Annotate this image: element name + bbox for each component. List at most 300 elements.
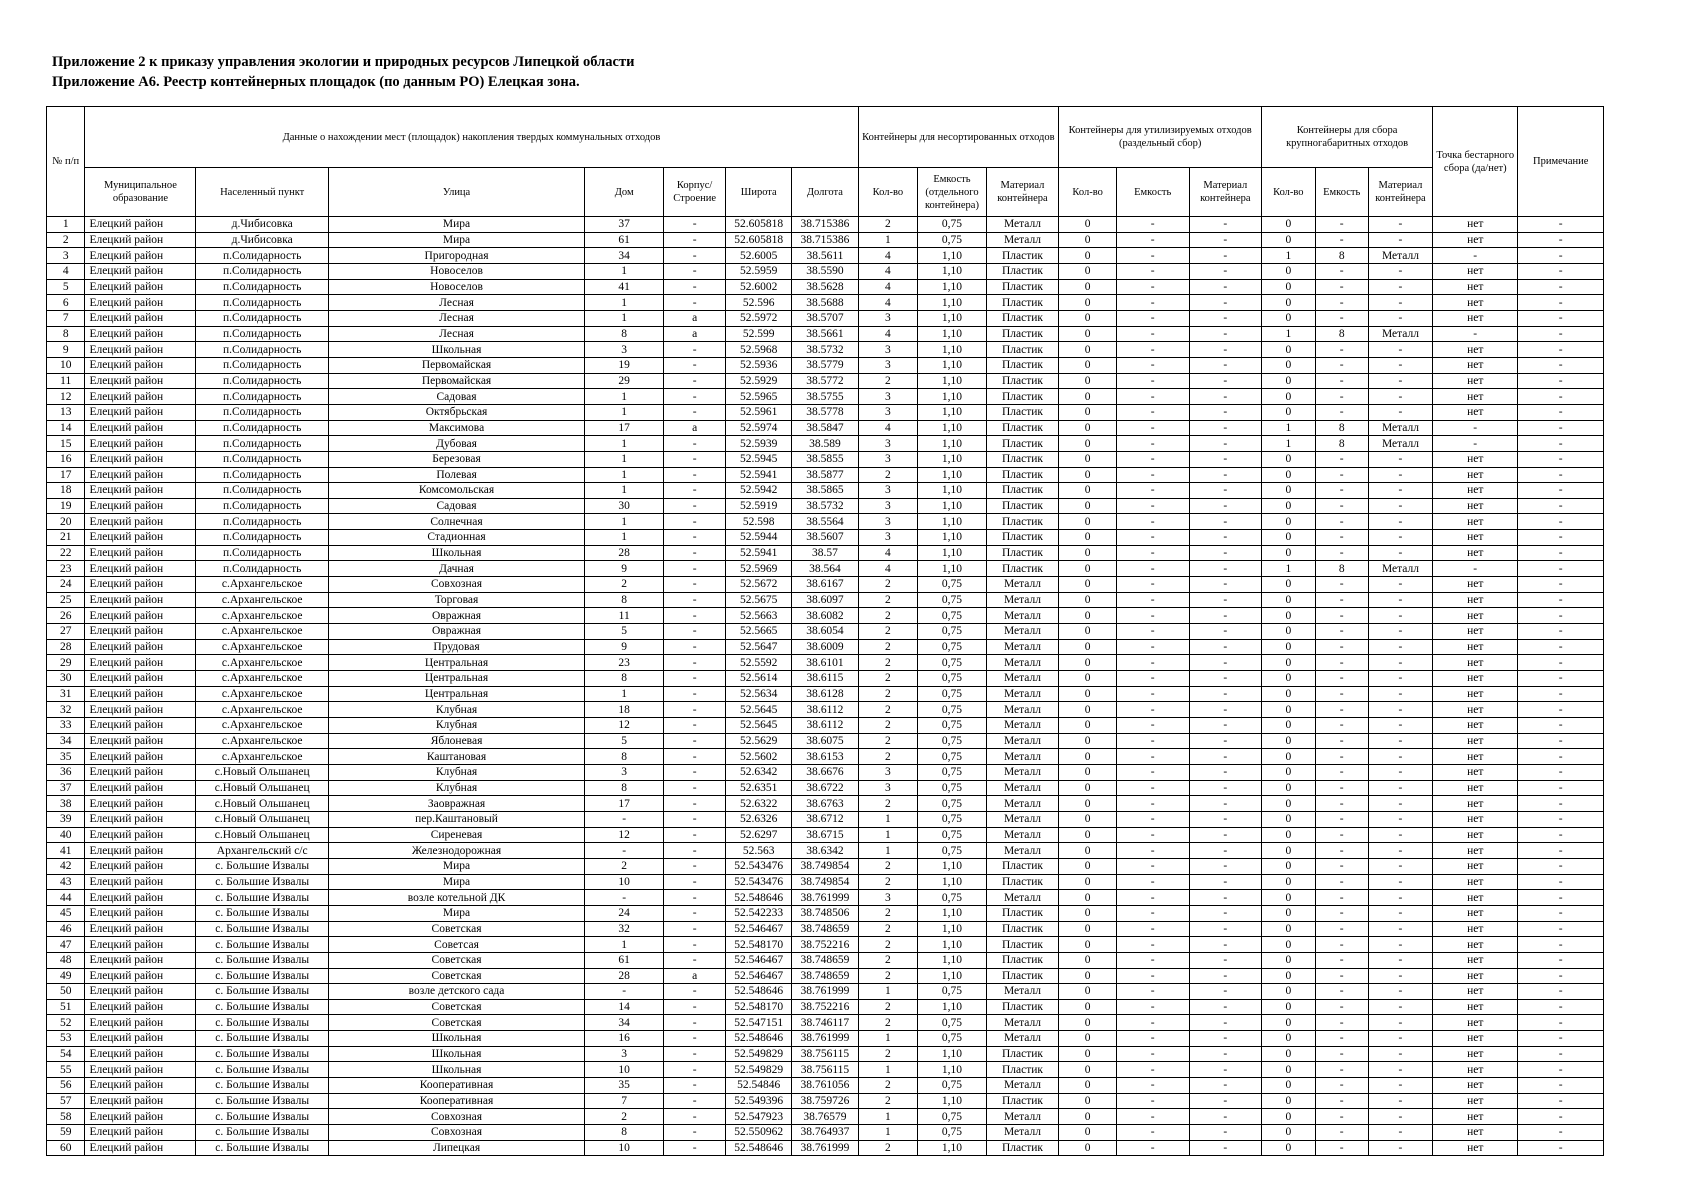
street-cell: Мира: [328, 217, 584, 233]
num-cell: 52: [47, 1015, 85, 1031]
longitude-cell: 38.5755: [792, 389, 858, 405]
recyclable-material-cell: -: [1189, 232, 1262, 248]
recyclable-count-cell: 0: [1059, 952, 1117, 968]
settlement-cell: п.Солидарность: [196, 498, 328, 514]
table-row: [47, 326, 1604, 342]
table-row: [47, 858, 1604, 874]
house-cell: 14: [585, 999, 664, 1015]
note-cell: -: [1518, 905, 1604, 921]
table-row: [47, 420, 1604, 436]
unsorted-material-cell: Пластик: [986, 1062, 1059, 1078]
bulky-count-cell: 0: [1262, 592, 1315, 608]
street-cell: Совхозная: [328, 577, 584, 593]
bulky-capacity-cell: -: [1315, 952, 1368, 968]
table-row: [47, 608, 1604, 624]
note-cell: -: [1518, 937, 1604, 953]
note-cell: -: [1518, 639, 1604, 655]
bulky-capacity-cell: -: [1315, 451, 1368, 467]
longitude-cell: 38.748506: [792, 905, 858, 921]
header-note: Примечание: [1518, 107, 1604, 217]
no-container-point-cell: нет: [1433, 968, 1518, 984]
bulky-count-cell: 0: [1262, 483, 1315, 499]
settlement-cell: п.Солидарность: [196, 295, 328, 311]
bulky-material-cell: -: [1368, 467, 1432, 483]
unsorted-capacity-cell: 1,10: [918, 310, 986, 326]
recyclable-material-cell: -: [1189, 937, 1262, 953]
building-cell: -: [664, 702, 726, 718]
house-cell: 8: [585, 1125, 664, 1141]
longitude-cell: 38.5590: [792, 263, 858, 279]
unsorted-capacity-cell: 1,10: [918, 420, 986, 436]
building-cell: -: [664, 1109, 726, 1125]
longitude-cell: 38.5772: [792, 373, 858, 389]
longitude-cell: 38.5778: [792, 404, 858, 420]
table-row: [47, 232, 1604, 248]
street-cell: Центральная: [328, 671, 584, 687]
latitude-cell: 52.5645: [726, 718, 792, 734]
settlement-cell: с.Архангельское: [196, 655, 328, 671]
house-cell: 18: [585, 702, 664, 718]
bulky-material-cell: Металл: [1368, 326, 1432, 342]
street-cell: Садовая: [328, 389, 584, 405]
unsorted-count-cell: 2: [858, 858, 918, 874]
note-cell: -: [1518, 811, 1604, 827]
recyclable-count-cell: 0: [1059, 639, 1117, 655]
bulky-material-cell: -: [1368, 921, 1432, 937]
unsorted-material-cell: Пластик: [986, 451, 1059, 467]
bulky-material-cell: -: [1368, 639, 1432, 655]
latitude-cell: 52.6326: [726, 811, 792, 827]
bulky-capacity-cell: -: [1315, 1046, 1368, 1062]
bulky-count-cell: 0: [1262, 1046, 1315, 1062]
house-cell: 2: [585, 1109, 664, 1125]
recyclable-count-cell: 0: [1059, 217, 1117, 233]
latitude-cell: 52.5672: [726, 577, 792, 593]
bulky-count-cell: 0: [1262, 937, 1315, 953]
settlement-cell: п.Солидарность: [196, 389, 328, 405]
street-cell: Советская: [328, 968, 584, 984]
street-cell: Школьная: [328, 1031, 584, 1047]
recyclable-count-cell: 0: [1059, 702, 1117, 718]
longitude-cell: 38.5661: [792, 326, 858, 342]
bulky-count-cell: 0: [1262, 545, 1315, 561]
bulky-count-cell: 0: [1262, 827, 1315, 843]
recyclable-count-cell: 0: [1059, 467, 1117, 483]
unsorted-material-cell: Металл: [986, 796, 1059, 812]
num-cell: 43: [47, 874, 85, 890]
unsorted-material-cell: Металл: [986, 1109, 1059, 1125]
recyclable-material-cell: -: [1189, 608, 1262, 624]
recyclable-capacity-cell: -: [1116, 279, 1189, 295]
street-cell: Мира: [328, 858, 584, 874]
bulky-capacity-cell: -: [1315, 1015, 1368, 1031]
house-cell: 8: [585, 326, 664, 342]
latitude-cell: 52.543476: [726, 858, 792, 874]
municipality-cell: Елецкий район: [85, 921, 196, 937]
building-cell: -: [664, 357, 726, 373]
num-cell: 21: [47, 530, 85, 546]
recyclable-material-cell: -: [1189, 968, 1262, 984]
unsorted-count-cell: 3: [858, 342, 918, 358]
house-cell: 10: [585, 1140, 664, 1156]
header-house: Дом: [585, 168, 664, 217]
table-row: [47, 217, 1604, 233]
bulky-count-cell: 0: [1262, 389, 1315, 405]
municipality-cell: Елецкий район: [85, 1109, 196, 1125]
longitude-cell: 38.5855: [792, 451, 858, 467]
bulky-material-cell: -: [1368, 686, 1432, 702]
house-cell: 24: [585, 905, 664, 921]
unsorted-capacity-cell: 0,75: [918, 1031, 986, 1047]
unsorted-capacity-cell: 0,75: [918, 796, 986, 812]
bulky-count-cell: 0: [1262, 671, 1315, 687]
bulky-capacity-cell: -: [1315, 232, 1368, 248]
house-cell: 1: [585, 451, 664, 467]
table-row: [47, 968, 1604, 984]
unsorted-count-cell: 2: [858, 1078, 918, 1094]
header-recyclable-group: Контейнеры для утилизируемых отходов (раздельный сбор): [1059, 107, 1262, 168]
municipality-cell: Елецкий район: [85, 295, 196, 311]
building-cell: -: [664, 905, 726, 921]
bulky-material-cell: -: [1368, 1062, 1432, 1078]
num-cell: 41: [47, 843, 85, 859]
longitude-cell: 38.5847: [792, 420, 858, 436]
bulky-capacity-cell: 8: [1315, 436, 1368, 452]
building-cell: -: [664, 404, 726, 420]
num-cell: 44: [47, 890, 85, 906]
bulky-material-cell: -: [1368, 1031, 1432, 1047]
recyclable-capacity-cell: -: [1116, 655, 1189, 671]
street-cell: Школьная: [328, 1046, 584, 1062]
bulky-material-cell: -: [1368, 718, 1432, 734]
unsorted-count-cell: 1: [858, 843, 918, 859]
unsorted-count-cell: 2: [858, 467, 918, 483]
municipality-cell: Елецкий район: [85, 1125, 196, 1141]
unsorted-capacity-cell: 0,75: [918, 843, 986, 859]
recyclable-count-cell: 0: [1059, 968, 1117, 984]
note-cell: -: [1518, 530, 1604, 546]
bulky-material-cell: -: [1368, 1093, 1432, 1109]
settlement-cell: с. Большие Извалы: [196, 1046, 328, 1062]
municipality-cell: Елецкий район: [85, 232, 196, 248]
recyclable-count-cell: 0: [1059, 608, 1117, 624]
num-cell: 2: [47, 232, 85, 248]
unsorted-capacity-cell: 1,10: [918, 248, 986, 264]
longitude-cell: 38.57: [792, 545, 858, 561]
recyclable-capacity-cell: -: [1116, 1015, 1189, 1031]
municipality-cell: Елецкий район: [85, 420, 196, 436]
num-cell: 56: [47, 1078, 85, 1094]
bulky-capacity-cell: -: [1315, 843, 1368, 859]
recyclable-capacity-cell: -: [1116, 905, 1189, 921]
header-recyclable-material: Материал контейнера: [1189, 168, 1262, 217]
unsorted-capacity-cell: 0,75: [918, 984, 986, 1000]
no-container-point-cell: нет: [1433, 764, 1518, 780]
table-row: [47, 436, 1604, 452]
recyclable-material-cell: -: [1189, 1062, 1262, 1078]
municipality-cell: Елецкий район: [85, 905, 196, 921]
settlement-cell: п.Солидарность: [196, 279, 328, 295]
unsorted-capacity-cell: 1,10: [918, 545, 986, 561]
no-container-point-cell: нет: [1433, 1046, 1518, 1062]
municipality-cell: Елецкий район: [85, 357, 196, 373]
municipality-cell: Елецкий район: [85, 686, 196, 702]
header-street: Улица: [328, 168, 584, 217]
latitude-cell: 52.599: [726, 326, 792, 342]
building-cell: -: [664, 1062, 726, 1078]
header-settlement: Населенный пункт: [196, 168, 328, 217]
latitude-cell: 52.5929: [726, 373, 792, 389]
municipality-cell: Елецкий район: [85, 389, 196, 405]
settlement-cell: п.Солидарность: [196, 561, 328, 577]
no-container-point-cell: нет: [1433, 686, 1518, 702]
street-cell: Торговая: [328, 592, 584, 608]
longitude-cell: 38.5707: [792, 310, 858, 326]
no-container-point-cell: нет: [1433, 1015, 1518, 1031]
municipality-cell: Елецкий район: [85, 279, 196, 295]
unsorted-count-cell: 4: [858, 326, 918, 342]
recyclable-material-cell: -: [1189, 295, 1262, 311]
num-cell: 1: [47, 217, 85, 233]
latitude-cell: 52.549396: [726, 1093, 792, 1109]
unsorted-capacity-cell: 1,10: [918, 937, 986, 953]
no-container-point-cell: нет: [1433, 1062, 1518, 1078]
building-cell: -: [664, 1078, 726, 1094]
unsorted-capacity-cell: 0,75: [918, 1125, 986, 1141]
recyclable-material-cell: -: [1189, 217, 1262, 233]
num-cell: 37: [47, 780, 85, 796]
recyclable-capacity-cell: -: [1116, 592, 1189, 608]
recyclable-capacity-cell: -: [1116, 874, 1189, 890]
recyclable-material-cell: -: [1189, 1140, 1262, 1156]
building-cell: -: [664, 232, 726, 248]
building-cell: -: [664, 483, 726, 499]
house-cell: 28: [585, 968, 664, 984]
house-cell: 5: [585, 733, 664, 749]
no-container-point-cell: нет: [1433, 702, 1518, 718]
unsorted-count-cell: 2: [858, 1015, 918, 1031]
header-recyclable-count: Кол-во: [1059, 168, 1117, 217]
latitude-cell: 52.547151: [726, 1015, 792, 1031]
unsorted-material-cell: Пластик: [986, 467, 1059, 483]
latitude-cell: 52.548646: [726, 984, 792, 1000]
num-cell: 55: [47, 1062, 85, 1078]
settlement-cell: с. Большие Извалы: [196, 1078, 328, 1094]
no-container-point-cell: нет: [1433, 498, 1518, 514]
settlement-cell: с. Большие Извалы: [196, 1140, 328, 1156]
house-cell: -: [585, 984, 664, 1000]
building-cell: -: [664, 1093, 726, 1109]
longitude-cell: 38.5688: [792, 295, 858, 311]
no-container-point-cell: нет: [1433, 858, 1518, 874]
recyclable-count-cell: 0: [1059, 420, 1117, 436]
unsorted-count-cell: 2: [858, 733, 918, 749]
note-cell: -: [1518, 702, 1604, 718]
bulky-capacity-cell: -: [1315, 624, 1368, 640]
settlement-cell: с. Большие Извалы: [196, 1093, 328, 1109]
header-bulky-count: Кол-во: [1262, 168, 1315, 217]
num-cell: 46: [47, 921, 85, 937]
latitude-cell: 52.5634: [726, 686, 792, 702]
bulky-count-cell: 0: [1262, 858, 1315, 874]
bulky-count-cell: 0: [1262, 984, 1315, 1000]
unsorted-capacity-cell: 1,10: [918, 561, 986, 577]
recyclable-count-cell: 0: [1059, 858, 1117, 874]
unsorted-count-cell: 2: [858, 874, 918, 890]
recyclable-capacity-cell: -: [1116, 811, 1189, 827]
unsorted-material-cell: Пластик: [986, 436, 1059, 452]
settlement-cell: с. Большие Извалы: [196, 905, 328, 921]
recyclable-material-cell: -: [1189, 279, 1262, 295]
bulky-capacity-cell: -: [1315, 874, 1368, 890]
recyclable-count-cell: 0: [1059, 733, 1117, 749]
recyclable-capacity-cell: -: [1116, 702, 1189, 718]
bulky-capacity-cell: -: [1315, 780, 1368, 796]
unsorted-material-cell: Металл: [986, 843, 1059, 859]
unsorted-capacity-cell: 0,75: [918, 655, 986, 671]
bulky-capacity-cell: -: [1315, 1078, 1368, 1094]
note-cell: -: [1518, 686, 1604, 702]
longitude-cell: 38.5732: [792, 342, 858, 358]
num-cell: 11: [47, 373, 85, 389]
unsorted-count-cell: 1: [858, 984, 918, 1000]
bulky-capacity-cell: -: [1315, 1062, 1368, 1078]
bulky-material-cell: -: [1368, 577, 1432, 593]
longitude-cell: 38.764937: [792, 1125, 858, 1141]
longitude-cell: 38.6101: [792, 655, 858, 671]
longitude-cell: 38.761999: [792, 1140, 858, 1156]
settlement-cell: с.Архангельское: [196, 671, 328, 687]
table-row: [47, 890, 1604, 906]
no-container-point-cell: нет: [1433, 373, 1518, 389]
house-cell: 41: [585, 279, 664, 295]
no-container-point-cell: -: [1433, 561, 1518, 577]
note-cell: -: [1518, 827, 1604, 843]
table-row: [47, 952, 1604, 968]
longitude-cell: 38.746117: [792, 1015, 858, 1031]
street-cell: Кооперативная: [328, 1078, 584, 1094]
house-cell: 17: [585, 796, 664, 812]
house-cell: 16: [585, 1031, 664, 1047]
house-cell: 1: [585, 436, 664, 452]
street-cell: Клубная: [328, 702, 584, 718]
note-cell: -: [1518, 436, 1604, 452]
building-cell: -: [664, 718, 726, 734]
note-cell: -: [1518, 624, 1604, 640]
no-container-point-cell: нет: [1433, 796, 1518, 812]
table-header: [47, 107, 1604, 217]
bulky-capacity-cell: -: [1315, 373, 1368, 389]
recyclable-capacity-cell: -: [1116, 827, 1189, 843]
house-cell: 1: [585, 686, 664, 702]
bulky-capacity-cell: -: [1315, 796, 1368, 812]
bulky-count-cell: 0: [1262, 357, 1315, 373]
street-cell: Полевая: [328, 467, 584, 483]
longitude-cell: 38.6763: [792, 796, 858, 812]
table-row: [47, 733, 1604, 749]
house-cell: 1: [585, 310, 664, 326]
bulky-count-cell: 0: [1262, 905, 1315, 921]
house-cell: 34: [585, 1015, 664, 1031]
building-cell: -: [664, 796, 726, 812]
latitude-cell: 52.5919: [726, 498, 792, 514]
header-unsorted-count: Кол-во: [858, 168, 918, 217]
unsorted-capacity-cell: 0,75: [918, 608, 986, 624]
latitude-cell: 52.5945: [726, 451, 792, 467]
unsorted-count-cell: 2: [858, 577, 918, 593]
bulky-count-cell: 0: [1262, 811, 1315, 827]
recyclable-capacity-cell: -: [1116, 420, 1189, 436]
street-cell: Первомайская: [328, 357, 584, 373]
municipality-cell: Елецкий район: [85, 858, 196, 874]
unsorted-material-cell: Пластик: [986, 483, 1059, 499]
municipality-cell: Елецкий район: [85, 483, 196, 499]
settlement-cell: п.Солидарность: [196, 404, 328, 420]
bulky-capacity-cell: -: [1315, 937, 1368, 953]
bulky-material-cell: -: [1368, 780, 1432, 796]
recyclable-count-cell: 0: [1059, 671, 1117, 687]
settlement-cell: с.Архангельское: [196, 749, 328, 765]
no-container-point-cell: нет: [1433, 1031, 1518, 1047]
settlement-cell: п.Солидарность: [196, 357, 328, 373]
settlement-cell: п.Солидарность: [196, 514, 328, 530]
note-cell: -: [1518, 217, 1604, 233]
no-container-point-cell: нет: [1433, 608, 1518, 624]
house-cell: 1: [585, 937, 664, 953]
recyclable-count-cell: 0: [1059, 796, 1117, 812]
num-cell: 39: [47, 811, 85, 827]
building-cell: а: [664, 326, 726, 342]
note-cell: -: [1518, 796, 1604, 812]
municipality-cell: Елецкий район: [85, 749, 196, 765]
num-cell: 9: [47, 342, 85, 358]
settlement-cell: с.Новый Ольшанец: [196, 764, 328, 780]
settlement-cell: с. Большие Извалы: [196, 1062, 328, 1078]
bulky-material-cell: -: [1368, 263, 1432, 279]
note-cell: -: [1518, 483, 1604, 499]
street-cell: Новоселов: [328, 279, 584, 295]
header-location-group: Данные о нахождении мест (площадок) накопления твердых коммунальных отходов: [85, 107, 858, 168]
settlement-cell: с.Архангельское: [196, 733, 328, 749]
recyclable-count-cell: 0: [1059, 1078, 1117, 1094]
num-cell: 36: [47, 764, 85, 780]
municipality-cell: Елецкий район: [85, 514, 196, 530]
unsorted-material-cell: Металл: [986, 686, 1059, 702]
latitude-cell: 52.548170: [726, 937, 792, 953]
note-cell: -: [1518, 326, 1604, 342]
recyclable-capacity-cell: -: [1116, 1078, 1189, 1094]
table-row: [47, 1015, 1604, 1031]
recyclable-material-cell: -: [1189, 389, 1262, 405]
no-container-point-cell: нет: [1433, 295, 1518, 311]
note-cell: -: [1518, 514, 1604, 530]
recyclable-capacity-cell: -: [1116, 984, 1189, 1000]
note-cell: -: [1518, 921, 1604, 937]
longitude-cell: 38.5779: [792, 357, 858, 373]
unsorted-material-cell: Металл: [986, 811, 1059, 827]
bulky-count-cell: 0: [1262, 749, 1315, 765]
recyclable-capacity-cell: -: [1116, 467, 1189, 483]
num-cell: 40: [47, 827, 85, 843]
unsorted-capacity-cell: 1,10: [918, 295, 986, 311]
unsorted-material-cell: Пластик: [986, 404, 1059, 420]
house-cell: -: [585, 890, 664, 906]
settlement-cell: п.Солидарность: [196, 436, 328, 452]
recyclable-material-cell: -: [1189, 436, 1262, 452]
num-cell: 34: [47, 733, 85, 749]
latitude-cell: 52.5647: [726, 639, 792, 655]
municipality-cell: Елецкий район: [85, 545, 196, 561]
